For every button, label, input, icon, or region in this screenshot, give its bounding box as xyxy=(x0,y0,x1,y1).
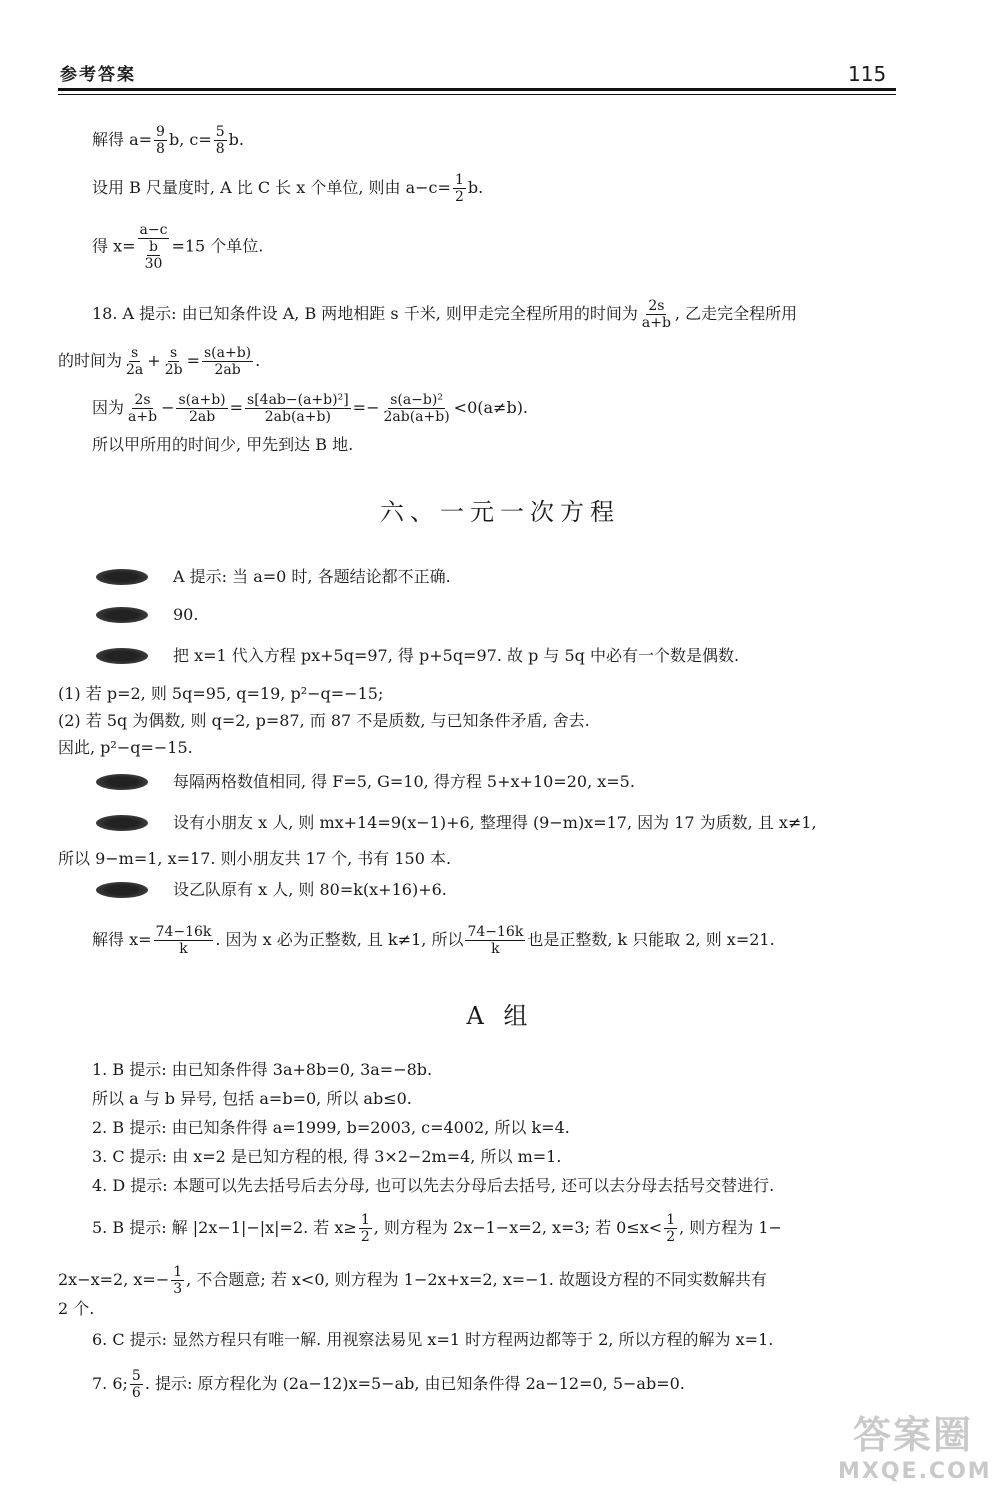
operator: + xyxy=(147,351,161,370)
text: 18. A 提示: 由已知条件设 A, B 两地相距 s 千米, 则甲走完全程所用的时间为 xyxy=(92,304,638,323)
watermark-title: 答案圈 xyxy=(852,1413,973,1457)
numerator: 74−16k xyxy=(155,924,212,940)
text: . 提示: 原方程化为 (2a−12)x=5−ab, 由已知条件得 2a−12=0, 5−ab=0. xyxy=(144,1374,685,1393)
example-answer: 所以 9−m=1, x=17. 则小朋友共 17 个, 书有 150 本. xyxy=(58,849,452,868)
example-answer: 设有小朋友 x 人, 则 mx+14=9(x−1)+6, 整理得 (9−m)x=17, 因为 17 为质数, 且 x≠1, xyxy=(173,813,817,832)
text: 也是正整数, k 只能取 2, 则 x=21. xyxy=(527,930,775,949)
example-badge xyxy=(96,607,148,623)
denominator: 2ab xyxy=(188,409,216,425)
numerator: 1 xyxy=(360,1212,370,1228)
text: , 则方程为 2x−1−x=2, x=3; 若 0≤x< xyxy=(373,1218,663,1237)
fraction xyxy=(664,1212,677,1245)
operator: = xyxy=(186,351,200,370)
header-rule xyxy=(58,88,896,91)
fraction xyxy=(163,345,185,378)
text: b. xyxy=(228,130,244,149)
fraction xyxy=(126,392,159,425)
fraction xyxy=(453,172,466,205)
example-badge xyxy=(96,648,148,664)
answer-item: 6. C 提示: 显然方程只有唯一解. 用视察法易见 x=1 时方程两边都等于 2, 所以方程的解为 x=1. xyxy=(92,1330,774,1349)
solution-line xyxy=(92,124,244,157)
fraction xyxy=(130,1368,143,1401)
numerator: s[4ab−(a+b)²] xyxy=(247,392,349,408)
example-badge xyxy=(96,815,148,831)
numerator: s xyxy=(131,345,139,361)
text: b, c= xyxy=(168,130,212,149)
page-number: 115 xyxy=(848,62,887,86)
text: 解得 x= xyxy=(92,930,152,949)
example-answer: 因此, p²−q=−15. xyxy=(58,738,193,757)
numerator: 9 xyxy=(156,124,165,140)
numerator: 5 xyxy=(131,1368,141,1384)
denominator: 2 xyxy=(360,1229,370,1245)
fraction xyxy=(245,392,351,425)
denominator: 30 xyxy=(144,256,163,272)
numerator: 2s xyxy=(648,298,665,314)
numerator: 5 xyxy=(215,124,225,140)
text: , 乙走完全程所用 xyxy=(674,304,798,323)
text: . xyxy=(255,351,261,370)
solution-line xyxy=(92,172,483,205)
text: , 不合题意; 若 x<0, 则方程为 1−2x+x=2, x=−1. 故题设方程的不同实数解共有 xyxy=(186,1270,767,1289)
fraction xyxy=(465,924,525,957)
denominator: k xyxy=(179,941,188,957)
page-header-label: 参考答案 xyxy=(60,65,136,85)
complex-fraction xyxy=(138,222,170,272)
group-title: A 组 xyxy=(466,1002,534,1030)
fraction xyxy=(359,1212,372,1245)
answer-item: 2. B 提示: 由已知条件得 a=1999, b=2003, c=4002, 所以 k=4. xyxy=(92,1118,570,1137)
numerator: s xyxy=(170,345,178,361)
numerator: 1 xyxy=(454,172,464,188)
operator: =− xyxy=(352,398,380,417)
numerator: b xyxy=(149,239,158,255)
denominator: 8 xyxy=(215,141,225,157)
denominator: 2a xyxy=(126,362,144,378)
text: 得 x= xyxy=(92,236,136,256)
text: b. xyxy=(467,178,484,197)
denominator: a+b xyxy=(641,315,671,331)
operator: − xyxy=(161,398,175,417)
denominator: 2ab(a+b) xyxy=(264,409,331,425)
denominator: 2 xyxy=(666,1229,676,1245)
denominator: 2 xyxy=(454,189,464,205)
text: . 因为 x 必为正整数, 且 k≠1, 所以 xyxy=(215,930,464,949)
denominator xyxy=(139,239,169,272)
section-title: 六、一元一次方程 xyxy=(380,498,620,526)
denominator: 2ab xyxy=(214,362,241,378)
numerator: s(a+b) xyxy=(178,392,226,408)
example-answer xyxy=(92,924,775,957)
denominator: a+b xyxy=(128,409,158,425)
numerator: a−c xyxy=(139,222,168,238)
fraction xyxy=(176,392,227,425)
example-answer: 每隔两格数值相同, 得 F=5, G=10, 得方程 5+x+10=20, x=5. xyxy=(173,772,635,791)
example-badge xyxy=(96,774,148,790)
answer-item xyxy=(92,1212,782,1245)
denominator: k xyxy=(491,941,500,957)
denominator: 3 xyxy=(173,1281,183,1297)
numerator: 74−16k xyxy=(467,924,524,940)
fraction xyxy=(640,298,673,331)
text: 7. 6; xyxy=(92,1374,128,1393)
denominator: 2b xyxy=(164,362,183,378)
watermark-url: MXQE.COM xyxy=(838,1459,992,1484)
answer-18-line xyxy=(92,392,528,425)
denominator: 8 xyxy=(156,141,165,157)
example-answer: (2) 若 5q 为偶数, 则 q=2, p=87, 而 87 不是质数, 与已知条件矛盾, 舍去. xyxy=(58,711,590,730)
example-badge xyxy=(96,882,148,898)
example-answer: A 提示: 当 a=0 时, 各题结论都不正确. xyxy=(173,567,451,586)
denominator: 6 xyxy=(131,1385,141,1401)
fraction xyxy=(381,392,451,425)
fraction xyxy=(171,1264,184,1297)
fraction xyxy=(154,124,167,157)
header-rule-thin xyxy=(58,94,896,95)
fraction xyxy=(124,345,145,378)
answer-18-conclusion: 所以甲所用的时间少, 甲先到达 B 地. xyxy=(92,435,354,454)
fraction xyxy=(154,924,214,957)
answer-item: 4. D 提示: 本题可以先去括号后去分母, 也可以先去分母后去括号, 还可以去分母去括号交替进行. xyxy=(92,1176,775,1195)
numerator: 2s xyxy=(134,392,151,408)
text: 2x−x=2, x=− xyxy=(58,1270,170,1289)
answer-item xyxy=(58,1264,767,1297)
text: <0(a≠b). xyxy=(453,398,529,417)
text: =15 个单位. xyxy=(171,236,264,256)
denominator: 2ab(a+b) xyxy=(383,409,450,425)
text: 解得 a= xyxy=(92,130,153,149)
answer-item: 3. C 提示: 由 x=2 是已知方程的根, 得 3×2−2m=4, 所以 m=1. xyxy=(92,1147,562,1166)
example-badge xyxy=(96,569,148,585)
example-answer: 90. xyxy=(173,605,199,624)
fraction xyxy=(143,239,165,272)
answer-item xyxy=(92,1368,685,1401)
answer-18-line xyxy=(92,298,797,331)
operator: = xyxy=(229,398,244,417)
text: , 则方程为 1− xyxy=(679,1218,782,1237)
fraction xyxy=(202,345,253,378)
answer-item: 所以 a 与 b 异号, 包括 a=b=0, 所以 ab≤0. xyxy=(92,1089,412,1108)
answer-18-line xyxy=(58,345,260,378)
text: 的时间为 xyxy=(58,351,123,370)
answer-item: 1. B 提示: 由已知条件得 3a+8b=0, 3a=−8b. xyxy=(92,1060,433,1079)
solution-line xyxy=(92,222,263,272)
example-answer: 设乙队原有 x 人, 则 80=k(x+16)+6. xyxy=(173,880,447,899)
example-answer: (1) 若 p=2, 则 5q=95, q=19, p²−q=−15; xyxy=(58,684,384,703)
numerator: s(a+b) xyxy=(203,345,252,361)
numerator: s(a−b)² xyxy=(390,392,443,408)
example-answer: 把 x=1 代入方程 px+5q=97, 得 p+5q=97. 故 p 与 5q 中必有一个数是偶数. xyxy=(173,646,740,665)
watermark-logo xyxy=(838,1404,992,1494)
text: 5. B 提示: 解 |2x−1|−|x|=2. 若 x≥ xyxy=(92,1218,357,1237)
fraction xyxy=(214,124,227,157)
answer-item: 2 个. xyxy=(58,1299,95,1318)
numerator: 1 xyxy=(666,1212,676,1228)
numerator: 1 xyxy=(173,1264,183,1280)
text: 设用 B 尺量度时, A 比 C 长 x 个单位, 则由 a−c= xyxy=(92,178,451,197)
text: 因为 xyxy=(92,398,125,417)
